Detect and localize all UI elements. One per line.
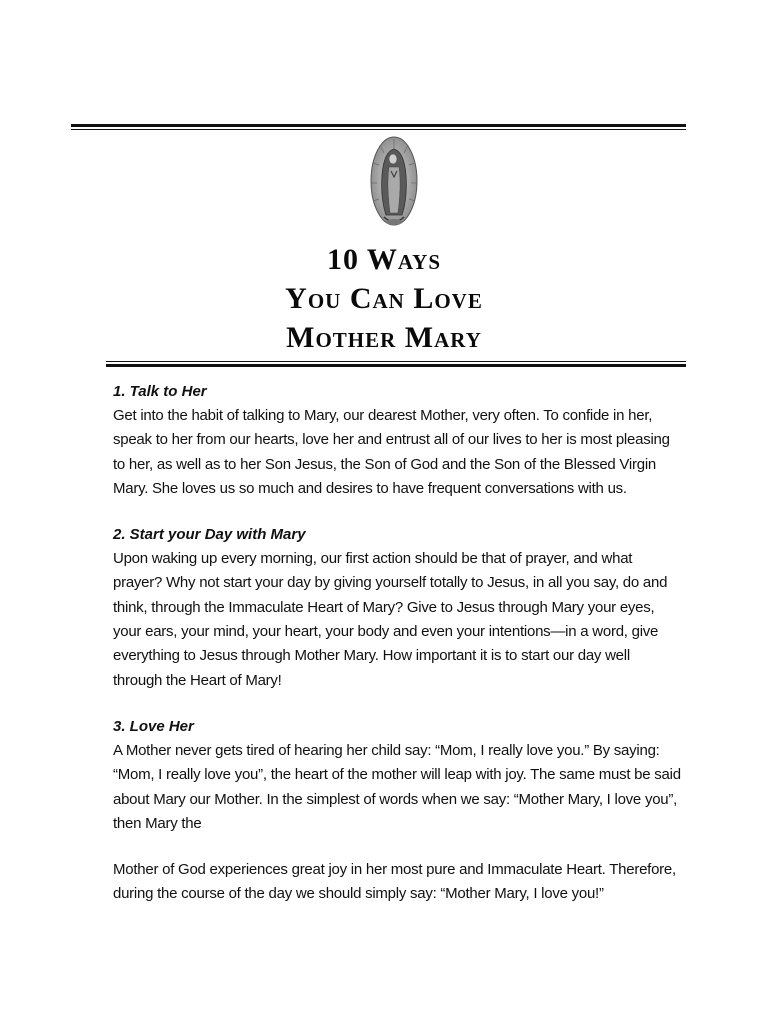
section-heading: 3. Love Her [113, 717, 194, 735]
section-paragraph: Get into the habit of talking to Mary, our dearest Mother, very often. To confide in her, speak to her from our hearts, love her and entrust all of our lives to her is most pleasing to her, as well as to her Son Jesus, the Son of God and the Son of the Blessed Virgin Mary. She loves us so much and desires to have frequent conversations with us. [113, 407, 670, 497]
title-line-3: Mother Mary [286, 321, 482, 354]
top-divider [71, 124, 686, 130]
mary-image-icon [362, 135, 426, 231]
section-paragraph: Upon waking up every morning, our first action should be that of prayer, and what prayer? Why not start your day by giving yourself totally to Jesus, in all you say, do and think, through the Immaculate Heart of Mary? Give to Jesus through Mary your eyes, your ears, your mind, your heart, your body and even your intentions—in a word, give everything to Jesus through Mother Mary. How important it is to start our day well through the Heart of Mary! [113, 550, 668, 689]
document-body [113, 380, 681, 929]
title-line-1: 10 Ways [326, 243, 442, 276]
section-love-her [113, 715, 681, 907]
document-title [0, 240, 768, 357]
section-paragraph: A Mother never gets tired of hearing her child say: “Mom, I really love you.” By saying: “Mom, I really love you”, the heart of the mother will leap with joy. The same must be said about Mary our Mother. In the simplest of words when we say: “Mother Mary, I love you”, then Mary the [113, 741, 681, 832]
section-heading: 1. Talk to Her [113, 383, 207, 400]
section-start-your-day [113, 523, 681, 693]
section-paragraph: Mother of God experiences great joy in her most pure and Immaculate Heart. Therefore, during the course of the day we should simply say: “Mother Mary, I love you!” [113, 861, 676, 903]
section-talk-to-her [113, 380, 681, 501]
section-heading: 2. Start your Day with Mary [113, 526, 306, 544]
title-line-2: You Can Love [285, 282, 483, 315]
title-divider [106, 361, 686, 367]
